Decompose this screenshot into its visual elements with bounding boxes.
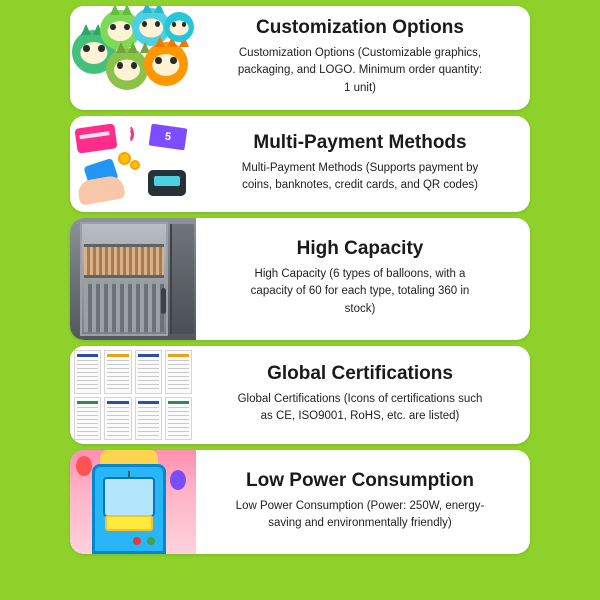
feature-text-block <box>196 6 530 110</box>
certificate-document <box>165 397 192 441</box>
vending-machine-interior-photo <box>70 218 196 340</box>
feature-title: Customization Options <box>256 17 464 39</box>
machine-button-green <box>147 537 155 545</box>
feature-text-block <box>196 218 530 340</box>
feature-description: Customization Options (Customizable graphics, packaging, and LOGO. Minimum order quantity: 1 unit) <box>237 47 483 94</box>
feature-card-low-power-consumption <box>70 450 530 554</box>
certificate-document <box>74 397 101 441</box>
feature-card-multi-payment-methods <box>70 116 530 212</box>
feature-description: Low Power Consumption (Power: 250W, energy-saving and environmentally friendly) <box>235 499 485 529</box>
certificate-document <box>74 350 101 394</box>
feature-card-global-certifications <box>70 346 530 444</box>
banknote-icon: 5 <box>146 121 189 152</box>
machine-cabinet <box>92 464 166 554</box>
coin-icon <box>118 152 131 165</box>
payment-methods-icons-image <box>70 116 196 212</box>
certificate-document <box>104 397 131 441</box>
machine-window <box>103 477 155 517</box>
machine-control-panel <box>105 515 153 531</box>
machine-grill <box>84 284 164 332</box>
feature-title: Multi-Payment Methods <box>253 131 467 153</box>
machine-product-slot <box>84 244 164 278</box>
machine-button-red <box>133 537 141 545</box>
card-reader-icon <box>148 170 186 196</box>
coin-icon-small <box>130 160 140 170</box>
feature-card-customization-options <box>70 6 530 110</box>
feature-title: High Capacity <box>296 238 424 260</box>
machine-door-handle <box>161 288 166 314</box>
certificate-document <box>135 397 162 441</box>
balloon-vending-machine-image <box>70 450 196 554</box>
feature-description: High Capacity (6 types of balloons, with a capacity of 60 for each type, totaling 360 in stock) <box>250 268 470 315</box>
toy-olive <box>106 48 148 90</box>
feature-title: Low Power Consumption <box>246 469 474 491</box>
certification-documents-image <box>70 346 196 444</box>
credit-card-icon <box>74 123 117 153</box>
feature-text-block <box>196 346 530 444</box>
balloon-decoration <box>170 470 186 490</box>
machine-side-panel <box>170 224 194 334</box>
feature-text-block <box>196 116 530 212</box>
contactless-wave-icon-small <box>123 128 133 141</box>
certificate-document <box>135 350 162 394</box>
feature-card-high-capacity <box>70 218 530 340</box>
balloon-decoration <box>76 456 92 476</box>
certificate-document <box>104 350 131 394</box>
certificate-document <box>165 350 192 394</box>
feature-description: Multi-Payment Methods (Supports payment by coins, banknotes, credit cards, and QR codes) <box>241 161 479 191</box>
feature-text-block <box>196 450 530 554</box>
toy-orange <box>144 42 188 86</box>
feature-description: Global Certifications (Icons of certifications such as CE, ISO9001, RoHS, etc. are listed) <box>237 392 483 422</box>
feature-title: Global Certifications <box>267 362 453 384</box>
toy-teal <box>164 12 194 42</box>
hand-icon <box>76 174 125 206</box>
plush-dinosaur-toys-image <box>70 6 196 110</box>
